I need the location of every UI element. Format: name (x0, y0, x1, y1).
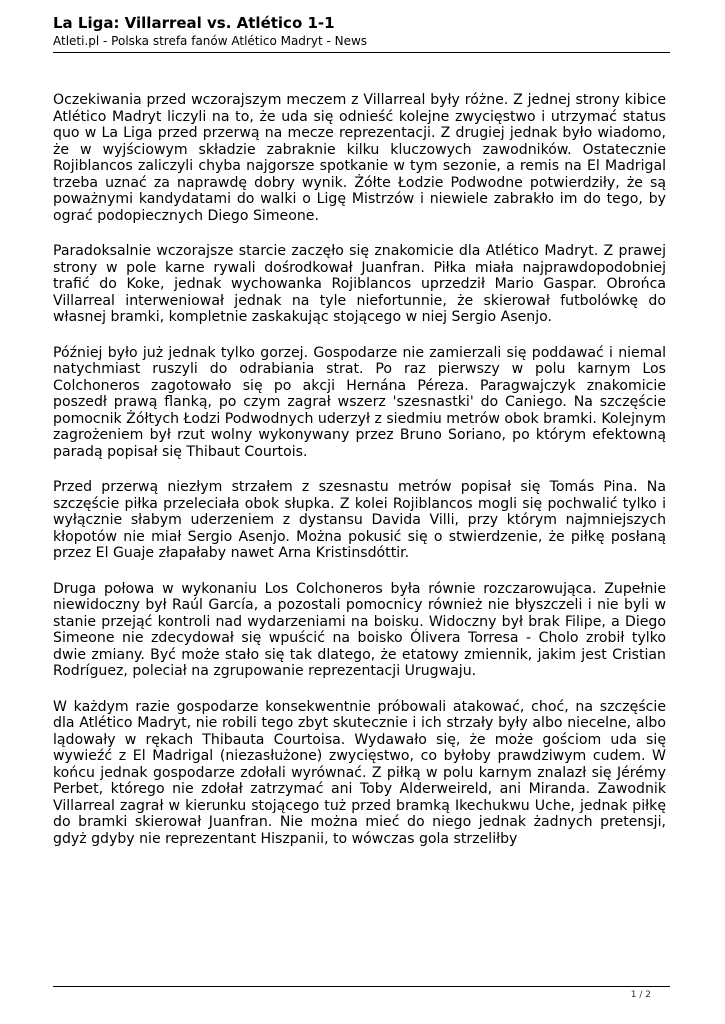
header-divider (53, 52, 670, 53)
site-subtitle: Atleti.pl - Polska strefa fanów Atlético Madryt - News (53, 34, 368, 48)
article-paragraph: Oczekiwania przed wczorajszym meczem z Villarreal były różne. Z jednej strony kibice Atlético Madryt liczyli na to, że uda się odnieść kolejne zwycięstwo i utrzymać status quo w La Liga przed przerwą na mecze reprezentacji. Z drugiej jednak było wiadomo, że w wyjściowym składzie zabraknie kilku kluczowych zawodników. Ostatecznie Rojiblancos zaliczyli chyba najgorsze spotkanie w tym sezonie, a remis na El Madrigal trzeba uznać za naprawdę dobry wynik. Żółte Łodzie Podwodne potwierdziły, że są poważnymi kandydatami do walki o Ligę Mistrzów i niewiele zabrakło im do tego, by ograć podopiecznych Diego Simeone. (53, 92, 666, 224)
article-body (53, 92, 666, 847)
article-paragraph: W każdym razie gospodarze konsekwentnie próbowali atakować, choć, na szczęście dla Atlético Madryt, nie robili tego zbyt skutecznie i ich strzały były albo niecelne, albo lądowały w rękach Thibauta Courtoisa. Wydawało się, że może gościom uda się wywieźć z El Madrigal (niezasłużone) zwycięstwo, co byłoby prawdziwym cudem. W końcu jednak gospodarze zdołali wyrównać. Z piłką w polu karnym znalazł się Jérémy Perbet, którego nie zdołał zatrzymać ani Toby Alderweireld, ani Miranda. Zawodnik Villarreal zagrał w kierunku stojącego tuż przed bramką Ikechukwu Uche, jednak piłkę do bramki skierował Juanfran. Nie można mieć do niego jednak żadnych pretensji, gdyż gdyby nie reprezentant Hiszpanii, to wówczas gola strzeliłby (53, 698, 666, 847)
page-number: 1 / 2 (630, 990, 651, 1000)
page-header (53, 13, 670, 49)
footer-divider (53, 986, 670, 987)
article-paragraph: Później było już jednak tylko gorzej. Gospodarze nie zamierzali się poddawać i niemal natychmiast ruszyli do odrabiania strat. Po raz pierwszy w polu karnym Los Colchoneros zagotowało się po akcji Hernána Péreza. Paragwajczyk znakomicie poszedł prawą flanką, po czym zagrał wszerz 'szesnastki' do Caniego. Na szczęście pomocnik Żółtych Łodzi Podwodnych uderzył z siedmiu metrów obok bramki. Kolejnym zagrożeniem był rzut wolny wykonywany przez Bruno Soriano, po którym efektowną paradą popisał się Thibaut Courtois. (53, 344, 666, 460)
article-paragraph: Paradoksalnie wczorajsze starcie zaczęło się znakomicie dla Atlético Madryt. Z prawej strony w pole karne rywali dośrodkował Juanfran. Piłka miała najprawdopodobniej trafić do Koke, jednak wychowanka Rojiblancos uprzedził Mario Gaspar. Obrońca Villarreal interweniował jednak na tyle niefortunnie, że skierował futbolówkę do własnej bramki, kompletnie zaskakując stojącego w niej Sergio Asenjo. (53, 243, 666, 325)
article-title: La Liga: Villarreal vs. Atlético 1-1 (53, 14, 335, 32)
article-paragraph: Przed przerwą niezłym strzałem z szesnastu metrów popisał się Tomás Pina. Na szczęście piłka przeleciała obok słupka. Z kolei Rojiblancos mogli się pochwalić tylko i wyłącznie słabym uderzeniem z dystansu Davida Villi, przy którym najmniejszych kłopotów nie miał Sergio Asenjo. Można pokusić się o stwierdzenie, że piłkę posłaną przez El Guaje złapałaby nawet Arna Kristinsdóttir. (53, 479, 666, 561)
article-paragraph: Druga połowa w wykonaniu Los Colchoneros była równie rozczarowująca. Zupełnie niewidoczny był Raúl García, a pozostali pomocnicy również nie błyszczeli i nie byli w stanie przejąć kontroli nad wydarzeniami na boisku. Widoczny był brak Filipe, a Diego Simeone nie zdecydował się wpuścić na boisko Ólivera Torresa - Cholo zrobił tylko dwie zmiany. Być może stało się tak dlatego, że etatowy zmiennik, jakim jest Cristian Rodríguez, poleciał na zgrupowanie reprezentacji Urugwaju. (53, 580, 666, 679)
